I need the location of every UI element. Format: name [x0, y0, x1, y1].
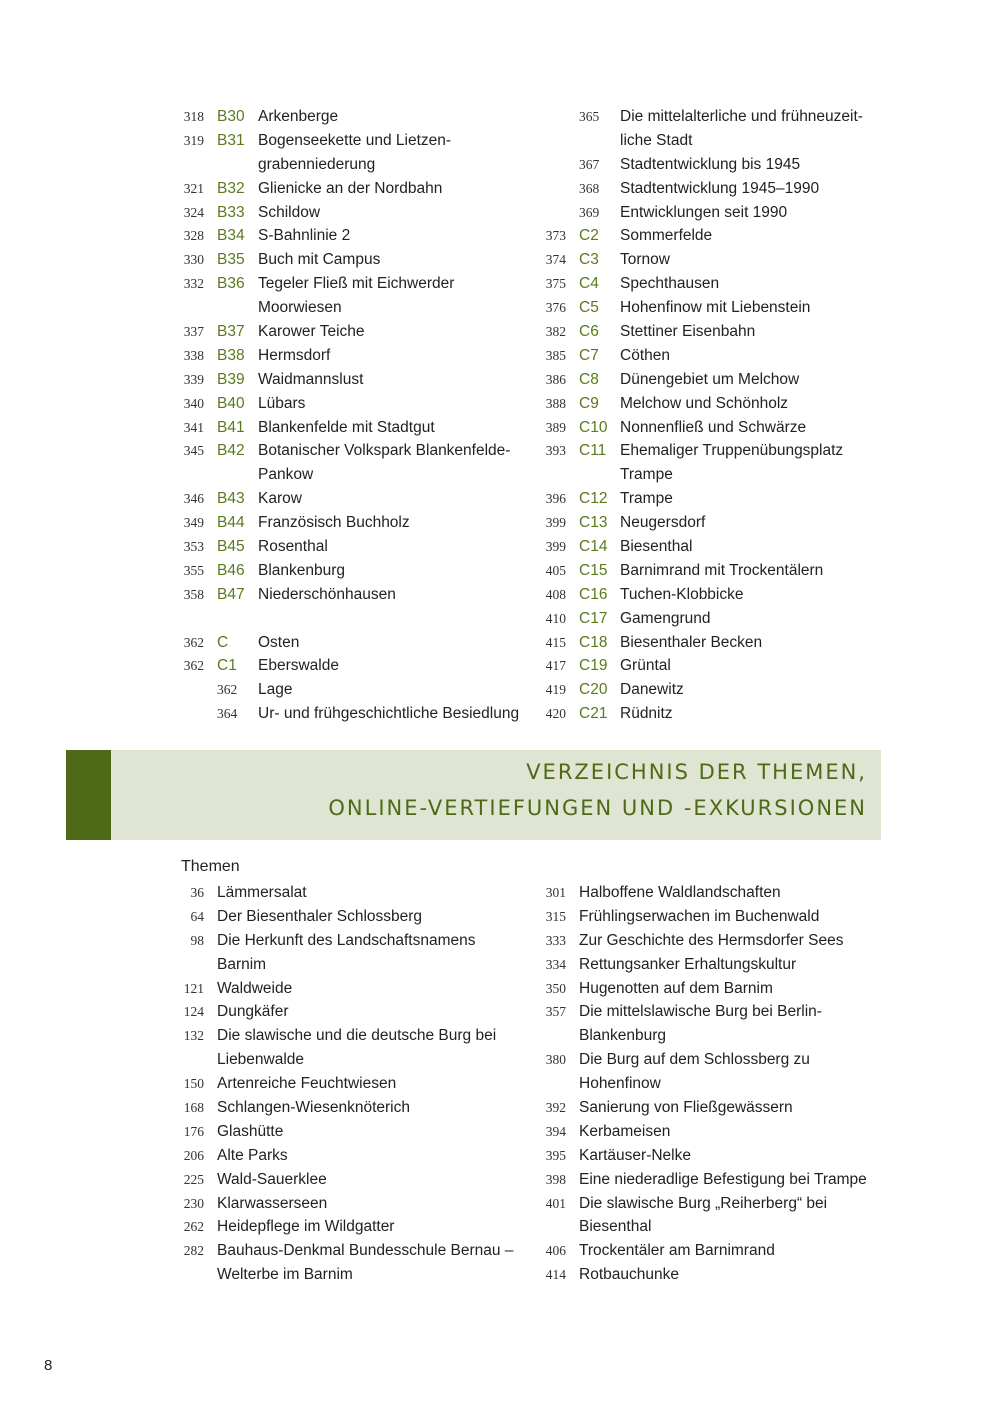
- list-item: [150, 320, 530, 344]
- page-reference: 176: [183, 1123, 204, 1139]
- page-reference: 230: [183, 1195, 204, 1211]
- entry-title: Osten: [258, 633, 300, 651]
- list-item: [150, 1072, 530, 1096]
- list-item: [150, 1168, 530, 1192]
- list-item: [512, 153, 892, 177]
- entry-title: Kartäuser-Nelke: [579, 1146, 691, 1164]
- page-reference: 389: [545, 419, 566, 435]
- page-reference: 345: [183, 443, 204, 459]
- entry-title: Wald-Sauerklee: [217, 1170, 327, 1188]
- page-reference: 406: [545, 1243, 566, 1259]
- entry-title: Klarwasserseen: [217, 1194, 328, 1212]
- list-item: [512, 1024, 892, 1048]
- page-reference: 362: [217, 682, 238, 698]
- page-reference: 401: [545, 1195, 566, 1211]
- list-item: [150, 631, 530, 655]
- entry-title: Stadtentwicklung 1945–1990: [620, 179, 820, 197]
- page-reference: 395: [545, 1147, 566, 1163]
- page-reference: 419: [545, 682, 566, 698]
- page-reference: 350: [545, 980, 566, 996]
- area-code: C10: [579, 418, 608, 436]
- entry-title: Rettungsanker Erhaltungskultur: [579, 955, 797, 973]
- entry-title: Sommerfelde: [620, 227, 713, 245]
- list-item: [512, 1000, 892, 1024]
- area-code: C20: [579, 681, 608, 699]
- entry-title: Die mittelalterliche und frühneuzeit-: [620, 108, 863, 125]
- list-item: [512, 1144, 892, 1168]
- list-item: [150, 1263, 530, 1287]
- entry-title: Rosenthal: [258, 538, 328, 556]
- list-item: [150, 392, 530, 416]
- page-reference: 334: [545, 956, 566, 972]
- entry-title: Liebenwalde: [217, 1051, 305, 1069]
- page-reference: 337: [183, 324, 204, 340]
- list-item: [512, 702, 892, 726]
- page-reference: 328: [183, 228, 204, 244]
- list-item: [150, 953, 530, 977]
- list-item: [150, 1215, 530, 1239]
- list-item: [512, 224, 892, 248]
- list-item: [150, 439, 530, 463]
- list-item: [150, 105, 530, 129]
- list-item: [512, 1215, 892, 1239]
- list-item: [150, 535, 530, 559]
- list-item: [150, 977, 530, 1001]
- list-item: [512, 272, 892, 296]
- entry-title: Die slawische Burg „Reiherberg“ bei: [579, 1194, 828, 1212]
- area-code: C3: [579, 251, 599, 269]
- entry-title: Gamengrund: [620, 609, 711, 627]
- list-item: [512, 344, 892, 368]
- page-reference: 367: [579, 156, 600, 172]
- page-reference: 355: [183, 562, 204, 578]
- page-reference: 386: [545, 371, 566, 387]
- list-item: [512, 129, 892, 153]
- page-reference: 206: [183, 1147, 204, 1163]
- list-item: [150, 201, 530, 225]
- page-reference: 225: [183, 1171, 204, 1187]
- page-reference: 398: [545, 1171, 566, 1187]
- page-reference: 301: [545, 885, 566, 900]
- entry-title: Der Biesenthaler Schlossberg: [217, 907, 423, 925]
- list-item: [150, 248, 530, 272]
- list-item: [512, 368, 892, 392]
- list-item: [512, 463, 892, 487]
- list-item: [512, 881, 892, 905]
- area-code: C13: [579, 514, 608, 532]
- list-item: [512, 929, 892, 953]
- area-code: B31: [217, 131, 245, 149]
- entry-title: Tegeler Fließ mit Eichwerder: [258, 275, 455, 293]
- entry-title: Waldweide: [217, 979, 293, 997]
- page-reference: 368: [579, 180, 600, 196]
- entry-title: Zur Geschichte des Hermsdorfer Sees: [579, 931, 844, 949]
- entry-title: Karow: [258, 490, 302, 508]
- area-code: C19: [579, 657, 608, 675]
- page-reference: 332: [183, 276, 204, 292]
- toc-column-right: [512, 105, 892, 726]
- list-item: [150, 129, 530, 153]
- list-item: [512, 583, 892, 607]
- list-item: [512, 201, 892, 225]
- area-code: B38: [217, 346, 245, 364]
- list-item: [150, 344, 530, 368]
- list-item: [150, 678, 530, 702]
- entry-title: Trampe: [620, 466, 673, 484]
- area-code: C6: [579, 323, 599, 341]
- page-reference: 420: [545, 706, 566, 722]
- list-item: [512, 439, 892, 463]
- list-item: [512, 1096, 892, 1120]
- list-item: [512, 559, 892, 583]
- list-item: [150, 1192, 530, 1216]
- area-code: C14: [579, 538, 608, 556]
- entry-title: Glashütte: [217, 1122, 284, 1140]
- entry-title: Pankow: [258, 466, 314, 484]
- page-reference: 121: [183, 980, 204, 996]
- page-number: 8: [44, 1357, 53, 1374]
- area-code: B36: [217, 275, 245, 293]
- list-item: [512, 678, 892, 702]
- area-code: B46: [217, 561, 245, 579]
- entry-title: Die Herkunft des Landschaftsnamens: [217, 931, 476, 949]
- page-reference: 394: [545, 1123, 566, 1139]
- entry-title: Die Burg auf dem Schlossberg zu: [579, 1051, 810, 1069]
- entry-title: Trockentäler am Barnimrand: [579, 1242, 775, 1260]
- entry-title: liche Stadt: [620, 131, 693, 149]
- list-item: [150, 1239, 530, 1263]
- page-reference: 341: [183, 419, 204, 435]
- entry-title: Moorwiesen: [258, 299, 342, 317]
- entry-title: S-Bahnlinie 2: [258, 227, 351, 245]
- entry-title: Waidmannslust: [258, 370, 364, 388]
- list-item: [150, 224, 530, 248]
- page-reference: 132: [183, 1028, 204, 1044]
- entry-title: Spechthausen: [620, 275, 720, 293]
- entry-title: Biesenthal: [620, 538, 693, 556]
- entry-title: Rüdnitz: [620, 705, 673, 723]
- list-item: [150, 1048, 530, 1072]
- entry-title: Botanischer Volkspark Blankenfelde-: [258, 442, 511, 460]
- page-reference: 315: [545, 908, 566, 924]
- entry-title: Glienicke an der Nordbahn: [258, 179, 443, 197]
- area-code: B41: [217, 418, 245, 436]
- page-reference: 399: [545, 515, 566, 531]
- entry-title: Arkenberge: [258, 108, 339, 125]
- page-reference: 362: [183, 658, 204, 674]
- entry-title: Bauhaus-Denkmal Bundesschule Bernau –: [217, 1242, 514, 1260]
- page-reference: 330: [183, 252, 204, 268]
- entry-title: Tornow: [620, 251, 670, 269]
- page-reference: 369: [579, 204, 600, 220]
- area-code: C4: [579, 275, 599, 293]
- list-item: [512, 607, 892, 631]
- page-reference: 124: [183, 1004, 204, 1020]
- page-reference: 333: [545, 932, 566, 948]
- entry-title: Grüntal: [620, 657, 671, 675]
- page-reference: 408: [545, 586, 566, 602]
- entry-title: Blankenfelde mit Stadtgut: [258, 418, 435, 436]
- entry-title: Hohenfinow mit Liebenstein: [620, 299, 811, 317]
- list-item: [150, 607, 530, 631]
- page-reference: 64: [190, 908, 204, 924]
- entry-title: Lage: [258, 681, 293, 699]
- area-code: B45: [217, 538, 245, 556]
- list-item: [512, 535, 892, 559]
- page-reference: 380: [545, 1052, 566, 1068]
- page-reference: 321: [183, 180, 204, 196]
- page-reference: 396: [545, 491, 566, 507]
- entry-title: Buch mit Campus: [258, 251, 381, 269]
- page-reference: 393: [545, 443, 566, 459]
- list-item: [512, 1072, 892, 1096]
- list-item: [150, 881, 530, 905]
- list-item: [512, 105, 892, 129]
- page-reference: 282: [183, 1243, 204, 1259]
- area-code: B34: [217, 227, 245, 245]
- entry-title: Schlangen-Wiesenknöterich: [217, 1099, 410, 1117]
- page-reference: 338: [183, 347, 204, 363]
- entry-title: Entwicklungen seit 1990: [620, 203, 788, 221]
- area-code: C2: [579, 227, 599, 245]
- entry-title: Die slawische und die deutsche Burg bei: [217, 1027, 497, 1045]
- entry-title: Blankenburg: [258, 561, 346, 579]
- entry-title: Schildow: [258, 203, 321, 221]
- entry-title: Ur- und frühgeschichtliche Besiedlung: [258, 705, 520, 723]
- page-reference: 98: [190, 932, 204, 948]
- page-reference: 358: [183, 586, 204, 602]
- area-code: B33: [217, 203, 245, 221]
- page-reference: 410: [545, 610, 566, 626]
- list-item: [512, 977, 892, 1001]
- page-reference: 365: [579, 109, 600, 124]
- page-reference: 373: [545, 228, 566, 244]
- page-reference: 399: [545, 539, 566, 555]
- area-code: B43: [217, 490, 245, 508]
- area-code: C16: [579, 585, 608, 603]
- list-item: [512, 1263, 892, 1287]
- entry-title: Halboffene Waldlandschaften: [579, 884, 781, 901]
- page-reference: 168: [183, 1100, 204, 1116]
- area-code: B44: [217, 514, 245, 532]
- list-item: [150, 177, 530, 201]
- page-reference: 346: [183, 491, 204, 507]
- entry-title: Bogenseekette und Lietzen-: [258, 131, 452, 149]
- page-reference: 349: [183, 515, 204, 531]
- area-code: C9: [579, 394, 599, 412]
- list-item: [150, 559, 530, 583]
- list-item: [512, 953, 892, 977]
- list-item: [150, 1024, 530, 1048]
- entry-title: Danewitz: [620, 681, 684, 699]
- list-item: [512, 905, 892, 929]
- list-item: [512, 654, 892, 678]
- entry-title: Karower Teiche: [258, 323, 365, 341]
- entry-title: Ehemaliger Truppenübungsplatz: [620, 442, 844, 460]
- banner-accent-bar: [66, 750, 111, 840]
- area-code: B37: [217, 323, 245, 341]
- list-item: [512, 631, 892, 655]
- themen-heading: Themen: [181, 858, 240, 875]
- area-code: C11: [579, 442, 607, 460]
- entry-title: Welterbe im Barnim: [217, 1266, 353, 1284]
- entry-title: Biesenthaler Becken: [620, 633, 763, 651]
- area-code: C17: [579, 609, 608, 627]
- area-code: B47: [217, 585, 245, 603]
- banner-title-line1: VERZEICHNIS DER THEMEN,: [526, 760, 867, 784]
- section-banner: [66, 750, 881, 840]
- page-reference: 319: [183, 132, 204, 148]
- list-item: [150, 296, 530, 320]
- entry-title: Französisch Buchholz: [258, 514, 410, 532]
- entry-title: Niederschönhausen: [258, 585, 396, 603]
- area-code: B35: [217, 251, 245, 269]
- page-reference: 364: [217, 706, 238, 722]
- area-code: B32: [217, 179, 245, 197]
- list-item: [150, 1096, 530, 1120]
- page-reference: 36: [190, 885, 204, 900]
- page-reference: 324: [183, 204, 204, 220]
- entry-title: Neugersdorf: [620, 514, 706, 532]
- list-item: [150, 702, 530, 726]
- entry-title: Cöthen: [620, 346, 670, 364]
- entry-title: Trampe: [620, 490, 673, 508]
- entry-title: Dungkäfer: [217, 1003, 289, 1021]
- list-item: [512, 487, 892, 511]
- page-reference: 417: [545, 658, 566, 674]
- entry-title: Biesenthal: [579, 1218, 652, 1236]
- list-item: [512, 177, 892, 201]
- page-reference: 318: [183, 109, 204, 124]
- list-item: [512, 1120, 892, 1144]
- page-reference: 388: [545, 395, 566, 411]
- page-reference: 262: [183, 1219, 204, 1235]
- list-item: [150, 463, 530, 487]
- area-code: B40: [217, 394, 245, 412]
- entry-title: Barnim: [217, 955, 267, 973]
- entry-title: Stadtentwicklung bis 1945: [620, 155, 801, 173]
- page-reference: 340: [183, 395, 204, 411]
- entry-title: Frühlingserwachen im Buchenwald: [579, 907, 820, 925]
- page-reference: 150: [183, 1076, 204, 1092]
- entry-title: Hugenotten auf dem Barnim: [579, 979, 773, 997]
- page-reference: 405: [545, 562, 566, 578]
- list-item: [150, 416, 530, 440]
- area-code: C: [217, 633, 229, 651]
- entry-title: Rotbauchunke: [579, 1266, 679, 1284]
- list-item: [150, 368, 530, 392]
- list-item: [512, 511, 892, 535]
- list-item: [150, 654, 530, 678]
- page-reference: 382: [545, 324, 566, 340]
- themen-column-left: [150, 881, 530, 1287]
- page-reference: 414: [545, 1267, 566, 1283]
- page-reference: 392: [545, 1100, 566, 1116]
- entry-title: Lübars: [258, 394, 306, 412]
- entry-title: Hermsdorf: [258, 346, 331, 364]
- entry-title: Tuchen-Klobbicke: [620, 585, 744, 603]
- area-code: B30: [217, 108, 245, 125]
- list-item: [150, 905, 530, 929]
- page-reference: 353: [183, 539, 204, 555]
- list-item: [512, 416, 892, 440]
- entry-title: Heidepflege im Wildgatter: [217, 1218, 395, 1236]
- area-code: C5: [579, 299, 599, 317]
- page-reference: 376: [545, 300, 566, 316]
- list-item: [150, 153, 530, 177]
- list-item: [512, 248, 892, 272]
- list-item: [150, 583, 530, 607]
- list-item: [512, 320, 892, 344]
- list-item: [512, 1239, 892, 1263]
- page-reference: 385: [545, 347, 566, 363]
- area-code: B42: [217, 442, 245, 460]
- entry-title: Sanierung von Fließgewässern: [579, 1099, 793, 1117]
- entry-title: Dünengebiet um Melchow: [620, 370, 800, 388]
- list-item: [512, 1192, 892, 1216]
- entry-title: Die mittelslawische Burg bei Berlin-: [579, 1003, 822, 1021]
- area-code: C18: [579, 633, 608, 651]
- page-reference: 375: [545, 276, 566, 292]
- entry-title: Kerbameisen: [579, 1122, 671, 1140]
- area-code: C7: [579, 346, 599, 364]
- list-item: [150, 1120, 530, 1144]
- list-item: [150, 511, 530, 535]
- entry-title: Melchow und Schönholz: [620, 394, 789, 412]
- list-item: [150, 929, 530, 953]
- page-reference: 362: [183, 634, 204, 650]
- area-code: B39: [217, 370, 245, 388]
- area-code: C21: [579, 705, 608, 723]
- list-item: [150, 272, 530, 296]
- toc-column-left: [150, 105, 530, 726]
- area-code: C8: [579, 370, 599, 388]
- entry-title: Barnimrand mit Trockentälern: [620, 561, 824, 579]
- banner-title-line2: ONLINE-VERTIEFUNGEN UND -EXKURSIONEN: [328, 796, 867, 820]
- list-item: [150, 1000, 530, 1024]
- area-code: C1: [217, 657, 237, 675]
- entry-title: Hohenfinow: [579, 1075, 661, 1093]
- themen-column-right: [512, 881, 892, 1287]
- entry-title: Alte Parks: [217, 1146, 288, 1164]
- entry-title: Stettiner Eisenbahn: [620, 323, 756, 341]
- list-item: [512, 1168, 892, 1192]
- area-code: C12: [579, 490, 608, 508]
- page-reference: 357: [545, 1004, 566, 1020]
- list-item: [150, 1144, 530, 1168]
- list-item: [512, 296, 892, 320]
- entry-title: Eberswalde: [258, 657, 339, 675]
- entry-title: Blankenburg: [579, 1027, 667, 1045]
- page-reference: 415: [545, 634, 566, 650]
- entry-title: Lämmersalat: [217, 884, 307, 901]
- page-reference: 374: [545, 252, 566, 268]
- area-code: C15: [579, 561, 608, 579]
- list-item: [150, 487, 530, 511]
- entry-title: Artenreiche Feuchtwiesen: [217, 1075, 397, 1093]
- list-item: [512, 392, 892, 416]
- list-item: [512, 1048, 892, 1072]
- entry-title: Nonnenfließ und Schwärze: [620, 418, 807, 436]
- page-reference: 339: [183, 371, 204, 387]
- entry-title: grabenniederung: [258, 155, 376, 173]
- entry-title: Eine niederadlige Befestigung bei Trampe: [579, 1170, 867, 1188]
